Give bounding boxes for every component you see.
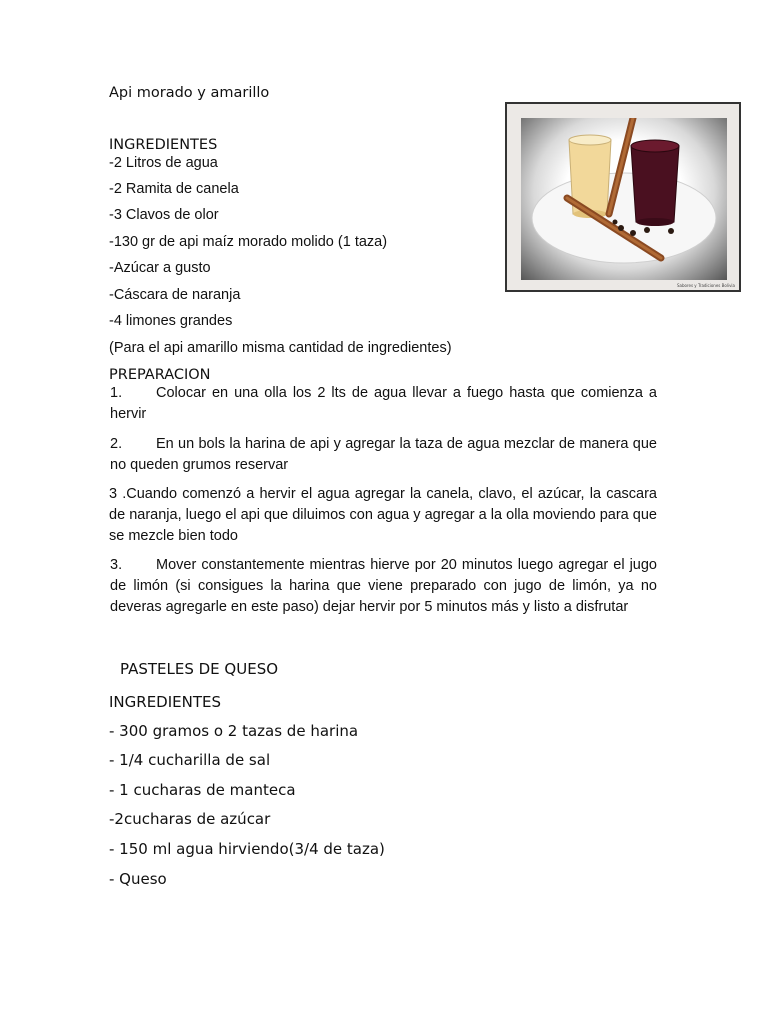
ingredient-item: - 300 gramos o 2 tazas de harina (109, 722, 359, 740)
ingredient-note: (Para el api amarillo misma cantidad de ingredientes) (109, 340, 452, 356)
step-paragraph (110, 555, 657, 618)
ingredient-item: -Cáscara de naranja (109, 287, 241, 303)
ingredients-heading: INGREDIENTES (109, 137, 218, 153)
ingredient-item: -130 gr de api maíz morado molido (1 taza) (109, 234, 388, 250)
ingredient-item: -4 limones grandes (109, 313, 233, 329)
step-paragraph (109, 484, 657, 547)
step-text: Mover constantemente mientras hierve por 20 minutos luego agregar el jugo de limón (si consigues la harina que viene preparado con jugo de limón, ya no deveras agregarle en este paso) dejar hervir por 5 minutos más y listo a disfrutar (110, 557, 657, 615)
recipe-photo (505, 102, 741, 292)
recipe-title: Api morado y amarillo (109, 85, 270, 101)
preparation-heading: PREPARACION (109, 367, 211, 383)
step-number: 2. (110, 436, 123, 452)
recipe-title-pasteles: PASTELES DE QUESO (120, 660, 279, 678)
ingredient-item: - 1 cucharas de manteca (109, 781, 296, 799)
step-number: 1. (110, 385, 123, 401)
step-paragraph (110, 434, 657, 476)
ingredient-item: -2 Litros de agua (109, 155, 218, 171)
photo-caption: Sabores y Tradiciones Bolivia (676, 283, 735, 288)
step-text: Colocar en una olla los 2 lts de agua llevar a fuego hasta que comienza a hervir (110, 385, 657, 422)
ingredient-item: -Azúcar a gusto (109, 260, 211, 276)
ingredient-item: -2 Ramita de canela (109, 181, 239, 197)
step-text: 3 .Cuando comenzó a hervir el agua agregar la canela, clavo, el azúcar, la cascara de naranja, luego el api que diluimos con agua y agregar a la olla moviendo para que se mezcle bien todo (109, 486, 657, 544)
step-number: 3. (110, 557, 123, 573)
ingredient-item: - 150 ml agua hirviendo(3/4 de taza) (109, 840, 385, 858)
ingredient-item: -3 Clavos de olor (109, 207, 219, 223)
ingredients-heading-pasteles: INGREDIENTES (109, 693, 222, 711)
ingredient-item: - 1/4 cucharilla de sal (109, 751, 271, 769)
step-paragraph (110, 383, 657, 425)
step-text: En un bols la harina de api y agregar la taza de agua mezclar de manera que no queden grumos reservar (110, 436, 657, 473)
ingredient-item: - Queso (109, 870, 167, 888)
ingredient-item: -2cucharas de azúcar (109, 810, 271, 828)
drinks-image (521, 118, 727, 280)
